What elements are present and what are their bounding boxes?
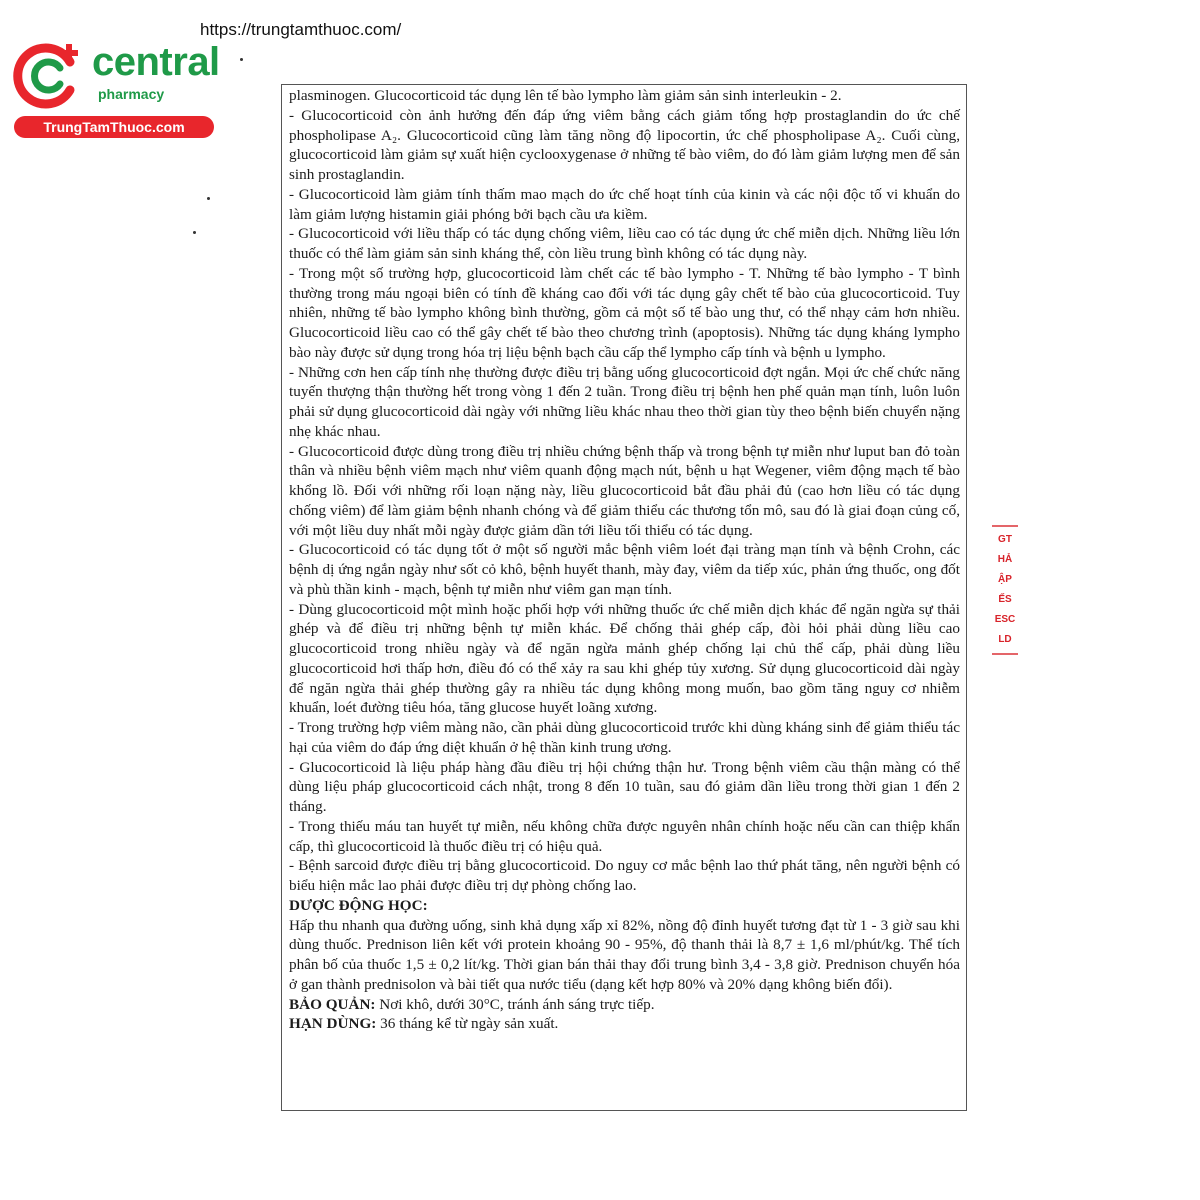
scan-speck — [240, 58, 243, 61]
stamp-rule — [992, 525, 1018, 527]
body-paragraph — [289, 718, 960, 758]
body-paragraph — [289, 264, 960, 363]
paragraph-text: 36 tháng kể từ ngày sản xuất. — [376, 1015, 559, 1033]
section-heading: HẠN DÙNG: — [289, 1015, 377, 1033]
body-paragraph — [289, 363, 960, 442]
stamp-line: LD — [998, 634, 1012, 645]
document-body — [289, 86, 960, 1034]
body-paragraph — [289, 856, 960, 896]
central-pharmacy-logo[interactable] — [8, 36, 218, 136]
paragraph-text: - Glucocorticoid với liều thấp có tác dụng chống viêm, liều cao có tác dụng ức chế miễn dịch. Những liều lớn thuốc có thể làm giảm sản sinh kháng thể, còn liều trung bình không có tác dụng này. — [289, 225, 960, 262]
paragraph-text: - Glucocorticoid còn ảnh hưởng đến đáp ứng viêm bằng cách giảm tổng hợp prostaglandin do ức chế phospholipase A₂. Glucocorticoid cũng làm tăng nồng độ lipocortin, ức chế phospholipase A₂. Cuối cùng, glucocorticoid làm giảm sự xuất hiện cyclooxygenase ở những tế bào viêm, do đó làm giảm lượng men để sản sinh prostaglandin. — [289, 106, 960, 183]
paragraph-text: - Glucocorticoid làm giảm tính thấm mao mạch do ức chế hoạt tính của kinin và các nội độc tố vi khuẩn do làm giảm lượng histamin giải phóng bởi bạch cầu ưa kiềm. — [289, 185, 960, 223]
stamp-line: GT — [998, 534, 1012, 545]
document-page — [281, 84, 967, 1111]
section-heading: DƯỢC ĐỘNG HỌC: — [289, 896, 428, 914]
body-paragraph — [289, 600, 960, 719]
paragraph-text: - Glucocorticoid là liệu pháp hàng đầu điều trị hội chứng thận hư. Trong bệnh viêm cầu thận màng có thể dùng liệu pháp glucocorticoid cách nhật, trong 8 đến 10 tuần, sau đó giảm dần liều trong thời gian 1 đến 2 tháng. — [289, 758, 960, 815]
stamp-line: ESC — [994, 614, 1016, 625]
body-paragraph — [289, 817, 960, 857]
paragraph-text: - Trong thiếu máu tan huyết tự miễn, nếu không chữa được nguyên nhân chính hoặc nếu cần can thiệp khẩn cấp, thì glucocorticoid là thuốc điều trị có hiệu quả. — [289, 817, 960, 855]
stamp-line: ẬP — [998, 574, 1012, 585]
section-paragraph — [289, 1014, 960, 1034]
stamp-line: HẢ — [997, 554, 1013, 565]
scan-speck — [207, 197, 210, 200]
paragraph-text: - Bệnh sarcoid được điều trị bằng glucocorticoid. Do nguy cơ mắc bệnh lao thứ phát tăng, nên người bệnh có biểu hiện mắc lao phải được điều trị dự phòng chống lao. — [289, 857, 960, 894]
body-paragraph — [289, 106, 960, 185]
body-paragraph — [289, 224, 960, 264]
scan-speck — [193, 231, 196, 234]
body-paragraph — [289, 540, 960, 599]
paragraph-text: plasminogen. Glucocorticoid tác dụng lên tế bào lympho làm giảm sản sinh interleukin - 2. — [289, 87, 842, 104]
paragraph-text: - Trong một số trường hợp, glucocorticoid làm chết các tế bào lympho - T. Những tế bào lympho - T bình thường trong máu ngoại biên có tính đề kháng cao đối với tác dụng gây chết tế bào của glucocorticoid. Tuy nhiên, những tế bào lympho không bình thường, gồm cả một số tế bào ung thư, có thể nhạy cảm hơn nhiều. Glucocorticoid liều cao có thể gây chết tế bào theo chương trình (apoptosis). Những tác dụng kháng lympho bào này được sử dụng trong hóa trị liệu bệnh bạch cầu cấp thể lympho cấp tính và bệnh u lympho. — [289, 264, 960, 361]
section-paragraph — [289, 995, 960, 1015]
section-heading: BẢO QUẢN: — [289, 995, 376, 1013]
body-paragraph — [289, 758, 960, 817]
logo-name: central — [92, 40, 220, 84]
paragraph-text: Hấp thu nhanh qua đường uống, sinh khả dụng xấp xỉ 82%, nồng độ đỉnh huyết tương đạt từ 1 - 3 giờ sau khi dùng thuốc. Prednison liên kết với protein khoảng 90 - 95%, độ thanh thải là 8,7 ± 1,6 ml/phút/kg. Thể tích phân bố của thuốc 1,5 ± 0,2 lít/kg. Thời gian bán thải thay đổi trung bình 3,4 - 3,8 giờ. Prednison chuyển hóa ở gan thành prednisolon và bài tiết qua nước tiểu (dạng kết hợp 80% và 20% dạng không biến đổi). — [289, 916, 960, 993]
paragraph-text: - Những cơn hen cấp tính nhẹ thường được điều trị bằng uống glucocorticoid đợt ngắn. Mọi ức chế chức năng tuyến thượng thận thường hết trong vòng 1 đến 2 tuần. Trong điều trị bệnh hen phế quản mạn tính, luôn luôn phải sử dụng glucocorticoid dài ngày với những liều khác nhau theo thời gian tùy theo bệnh biến chuyển nặng nhẹ khác nhau. — [289, 363, 960, 440]
red-stamp-fragment — [988, 522, 1022, 672]
logo-banner: TrungTamThuoc.com — [14, 116, 214, 138]
body-paragraph — [289, 86, 960, 106]
body-paragraph — [289, 442, 960, 541]
paragraph-text: - Dùng glucocorticoid một mình hoặc phối hợp với những thuốc ức chế miễn dịch khác để ngăn ngừa sự thải ghép và để điều trị những bệnh tự miễn khác. Để chống thải ghép cấp, đòi hỏi phải dùng liều cao glucocorticoid trong nhiều ngày và để ngăn ngừa mảnh ghép chống lại chủ thể cấp, phải dùng liều glucocorticoid hơi thấp hơn, điều đó có thể xảy ra sau khi ghép tủy xương. Sử dụng glucocorticoid dài ngày để ngăn ngừa thải ghép thường gây ra nhiều tác dụng không mong muốn, bao gồm tăng nguy cơ nhiễm khuẩn, loét đường tiêu hóa, tăng glucose huyết loãng xương. — [289, 600, 960, 717]
paragraph-text: Nơi khô, dưới 30°C, tránh ánh sáng trực tiếp. — [375, 995, 655, 1013]
paragraph-text: - Trong trường hợp viêm màng não, cần phải dùng glucocorticoid trước khi dùng kháng sinh để giảm thiểu tác hại của viêm do đáp ứng diệt khuẩn ở hệ thần kinh trung ương. — [289, 719, 960, 756]
paragraph-text: - Glucocorticoid có tác dụng tốt ở một số người mắc bệnh viêm loét đại tràng mạn tính và bệnh Crohn, các bệnh dị ứng ngắn ngày như sốt cỏ khô, bệnh huyết thanh, mày đay, viêm da tiếp xúc, phản ứng thuốc, ong đốt và phù thần kinh - mạch, bệnh tự miễn như viêm gan mạn tính. — [289, 541, 960, 598]
stamp-line: ẾS — [998, 594, 1012, 605]
section-paragraph — [289, 896, 960, 916]
central-pharmacy-mark-icon — [12, 40, 84, 112]
stamp-rule — [992, 653, 1018, 655]
logo-subtitle: pharmacy — [98, 86, 165, 102]
page-url[interactable]: https://trungtamthuoc.com/ — [200, 20, 402, 39]
paragraph-text: - Glucocorticoid được dùng trong điều trị nhiều chứng bệnh thấp và trong bệnh tự miễn như luput ban đỏ toàn thân và nhiều bệnh viêm mạch như viêm quanh động mạch nút, bệnh u hạt Wegener, viêm động mạch tế bào khổng lồ. Đối với những rối loạn nặng này, liều glucocorticoid bắt đầu phải đủ (cao hơn liều có tác dụng chống viêm) để làm giảm bệnh nhanh chóng và để giảm thiểu các thương tổn mô, sau đó là giai đoạn củng cố, với một liều duy nhất mỗi ngày được giảm dần tới liều tối thiểu có tác dụng. — [289, 442, 960, 539]
body-paragraph — [289, 185, 960, 225]
body-paragraph — [289, 916, 960, 995]
